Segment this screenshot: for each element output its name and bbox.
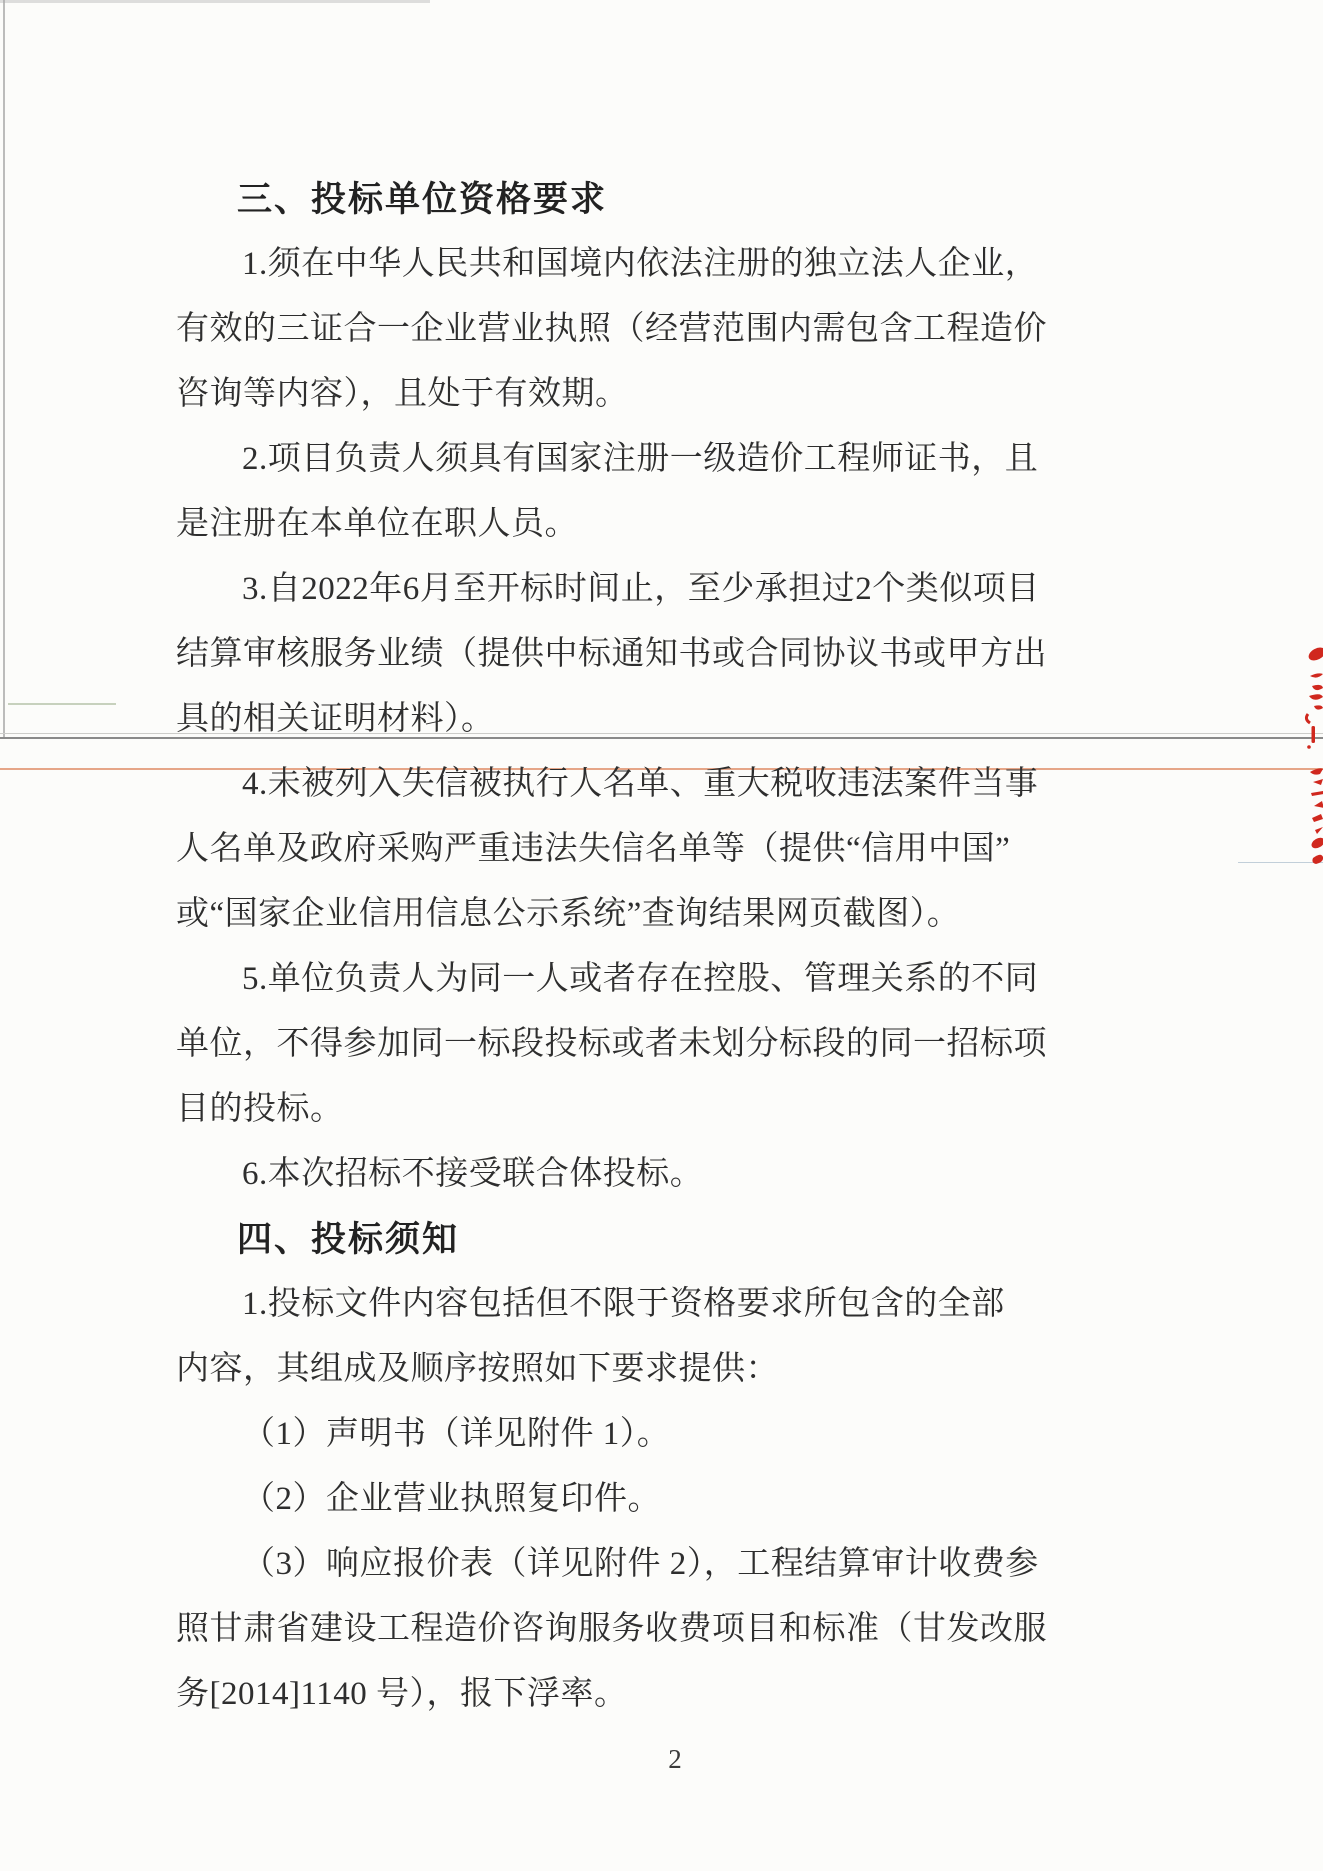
- doc-line: 人名单及政府采购严重违法失信名单等（提供“信用中国”: [176, 831, 1011, 867]
- doc-line: （3）响应报价表（详见附件 2），工程结算审计收费参: [242, 1546, 1039, 1582]
- doc-line: 3.自2022年6月至开标时间止，至少承担过2个类似项目: [242, 571, 1040, 607]
- section-4-heading: 四、投标须知: [237, 1220, 460, 1259]
- doc-line: 务[2014]1140 号），报下浮率。: [176, 1676, 628, 1712]
- stamp-edge-fragment: [1296, 640, 1323, 875]
- doc-line: 2.项目负责人须具有国家注册一级造价工程师证书，且: [242, 441, 1039, 477]
- doc-line: 单位，不得参加同一标段投标或者未划分标段的同一招标项: [176, 1026, 1047, 1062]
- doc-line: 是注册在本单位在职人员。: [176, 506, 578, 542]
- doc-line: 6.本次招标不接受联合体投标。: [242, 1156, 704, 1192]
- doc-line: 内容，其组成及顺序按照如下要求提供：: [176, 1351, 779, 1387]
- scan-smudge: [8, 703, 116, 705]
- doc-line: 具的相关证明材料）。: [176, 701, 495, 737]
- page-number: 2: [668, 1744, 682, 1774]
- doc-line: 4.未被列入失信被执行人名单、重大税收违法案件当事: [242, 766, 1039, 802]
- scan-top-edge-shadow: [0, 0, 430, 3]
- doc-line: 有效的三证合一企业营业执照（经营范围内需包含工程造价: [176, 311, 1047, 347]
- doc-line: 结算审核服务业绩（提供中标通知书或合同协议书或甲方出: [176, 636, 1047, 672]
- scan-left-edge-line: [3, 0, 5, 738]
- doc-line: 目的投标。: [176, 1091, 344, 1127]
- doc-line: 5.单位负责人为同一人或者存在控股、管理关系的不同: [242, 961, 1039, 997]
- document-body: [176, 167, 1136, 1727]
- stamp-strokes: [1306, 645, 1323, 864]
- doc-line: 或“国家企业信用信息公示系统”查询结果网页截图）。: [176, 896, 961, 932]
- doc-line: 1.投标文件内容包括但不限于资格要求所包含的全部: [242, 1286, 1005, 1322]
- doc-line: （2）企业营业执照复印件。: [242, 1481, 661, 1517]
- doc-line: 咨询等内容），且处于有效期。: [176, 376, 629, 412]
- doc-line: 1.须在中华人民共和国境内依法注册的独立法人企业，: [242, 246, 1039, 282]
- doc-line: （1）声明书（详见附件 1）。: [242, 1416, 671, 1452]
- section-3-heading: 三、投标单位资格要求: [237, 180, 608, 219]
- doc-line: 照甘肃省建设工程造价咨询服务收费项目和标准（甘发改服: [176, 1611, 1047, 1647]
